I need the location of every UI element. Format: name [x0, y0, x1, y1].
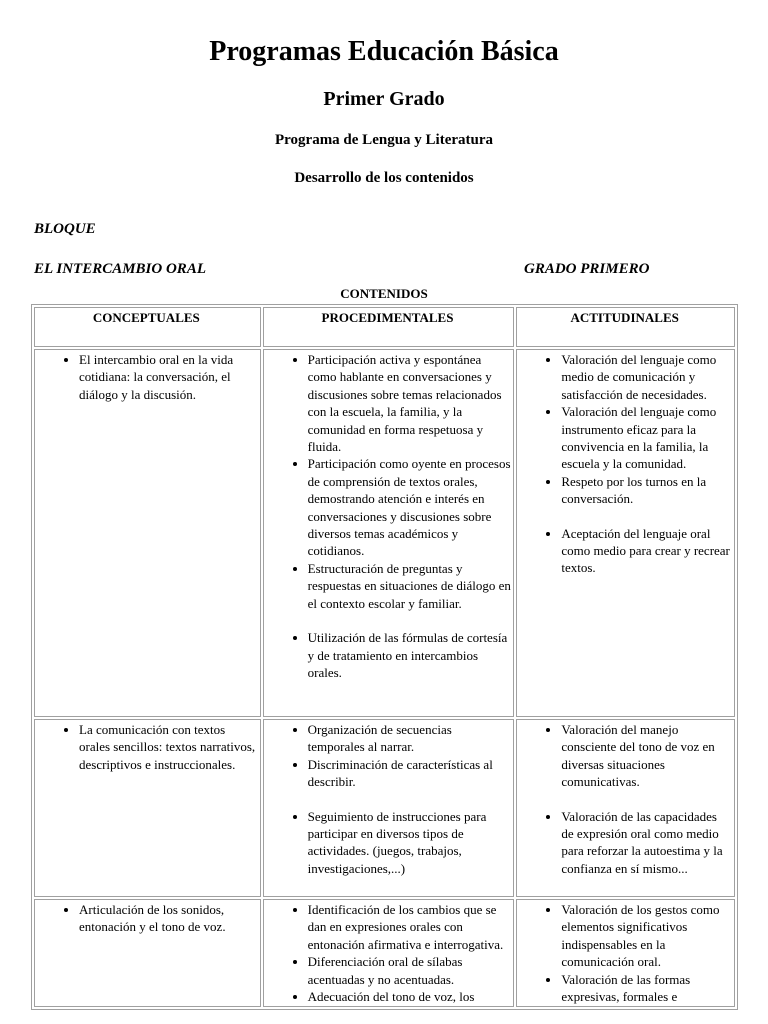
list-item: • Diferenciación oral de sílabas acentuadas y no acentuadas.	[308, 953, 512, 988]
column-header-attitudinal: ACTITUDINALES	[516, 307, 735, 347]
list-item: • El intercambio oral en la vida cotidiana: la conversación, el diálogo y la discusión.	[79, 351, 258, 403]
cell-procedural	[263, 719, 515, 897]
column-header-procedural: PROCEDIMENTALES	[263, 307, 515, 347]
cell-conceptual	[34, 719, 261, 897]
list-item: • Valoración del lenguaje como medio de comunicación y satisfacción de necesidades.	[561, 351, 732, 403]
table-row	[34, 899, 735, 1007]
list-item: • Valoración del manejo consciente del tono de voz en diversas situaciones comunicativas.	[561, 721, 732, 791]
list-item: • Participación activa y espontánea como hablante en conversaciones y discusiones sobre temas relacionados con la escuela, la familia, y la comunidad en forma respetuosa y fluida.	[308, 351, 512, 455]
cell-attitudinal	[516, 349, 735, 717]
page-title: Programas Educación Básica	[209, 36, 559, 67]
cell-attitudinal	[516, 899, 735, 1007]
table-row	[34, 349, 735, 717]
list-item: • Participación como oyente en procesos de comprensión de textos orales, demostrando atención e interés en conversaciones y discusiones sobre diversos temas académicos y cotidianos.	[308, 455, 512, 559]
block-label: BLOQUE	[34, 221, 96, 237]
list-item: • Discriminación de características al describir.	[308, 756, 512, 791]
column-header-conceptual: CONCEPTUALES	[34, 307, 261, 347]
cell-conceptual	[34, 349, 261, 717]
program-heading: Programa de Lengua y Literatura	[274, 132, 494, 148]
list-item: • Identificación de los cambios que se dan en expresiones orales con entonación afirmativa e interrogativa.	[308, 901, 512, 953]
list-item: • Respeto por los turnos en la conversación.	[561, 473, 732, 508]
section-heading: Desarrollo de los contenidos	[294, 170, 474, 186]
table-header-row	[34, 307, 735, 347]
list-item: • Aceptación del lenguaje oral como medio para crear y recrear textos.	[561, 525, 732, 577]
contents-label: CONTENIDOS	[340, 286, 428, 301]
cell-procedural	[263, 349, 515, 717]
cell-procedural	[263, 899, 515, 1007]
list-item: • Utilización de las fórmulas de cortesía y de tratamiento en intercambios orales.	[308, 629, 512, 681]
table-row	[34, 719, 735, 897]
list-item: • Valoración de las capacidades de expresión oral como medio para reforzar la autoestima y la confianza en sí mismo...	[561, 808, 732, 878]
cell-attitudinal	[516, 719, 735, 897]
list-item: • Articulación de los sonidos, entonación y el tono de voz.	[79, 901, 258, 936]
list-item: • Seguimiento de instrucciones para participar en diversos tipos de actividades. (juegos, trabajos, investigaciones,...)	[308, 808, 512, 878]
list-item: • Valoración de los gestos como elementos significativos indispensables en la comunicación oral.	[561, 901, 732, 971]
list-item: • Valoración de las formas expresivas, formales e	[561, 971, 732, 1006]
list-item: • La comunicación con textos orales sencillos: textos narrativos, descriptivos e instruccionales.	[79, 721, 258, 773]
cell-conceptual	[34, 899, 261, 1007]
contents-table	[31, 304, 738, 1010]
list-item: • Estructuración de preguntas y respuestas en situaciones de diálogo en el contexto escolar y familiar.	[308, 560, 512, 612]
block-name: EL INTERCAMBIO ORAL	[34, 261, 206, 277]
list-item: • Organización de secuencias temporales al narrar.	[308, 721, 512, 756]
list-item: • Valoración del lenguaje como instrumento eficaz para la convivencia en la familia, la escuela y la comunidad.	[561, 403, 732, 473]
grade-label: GRADO PRIMERO	[524, 261, 650, 277]
list-item: • Adecuación del tono de voz, los	[308, 988, 512, 1005]
grade-subtitle: Primer Grado	[323, 88, 445, 110]
